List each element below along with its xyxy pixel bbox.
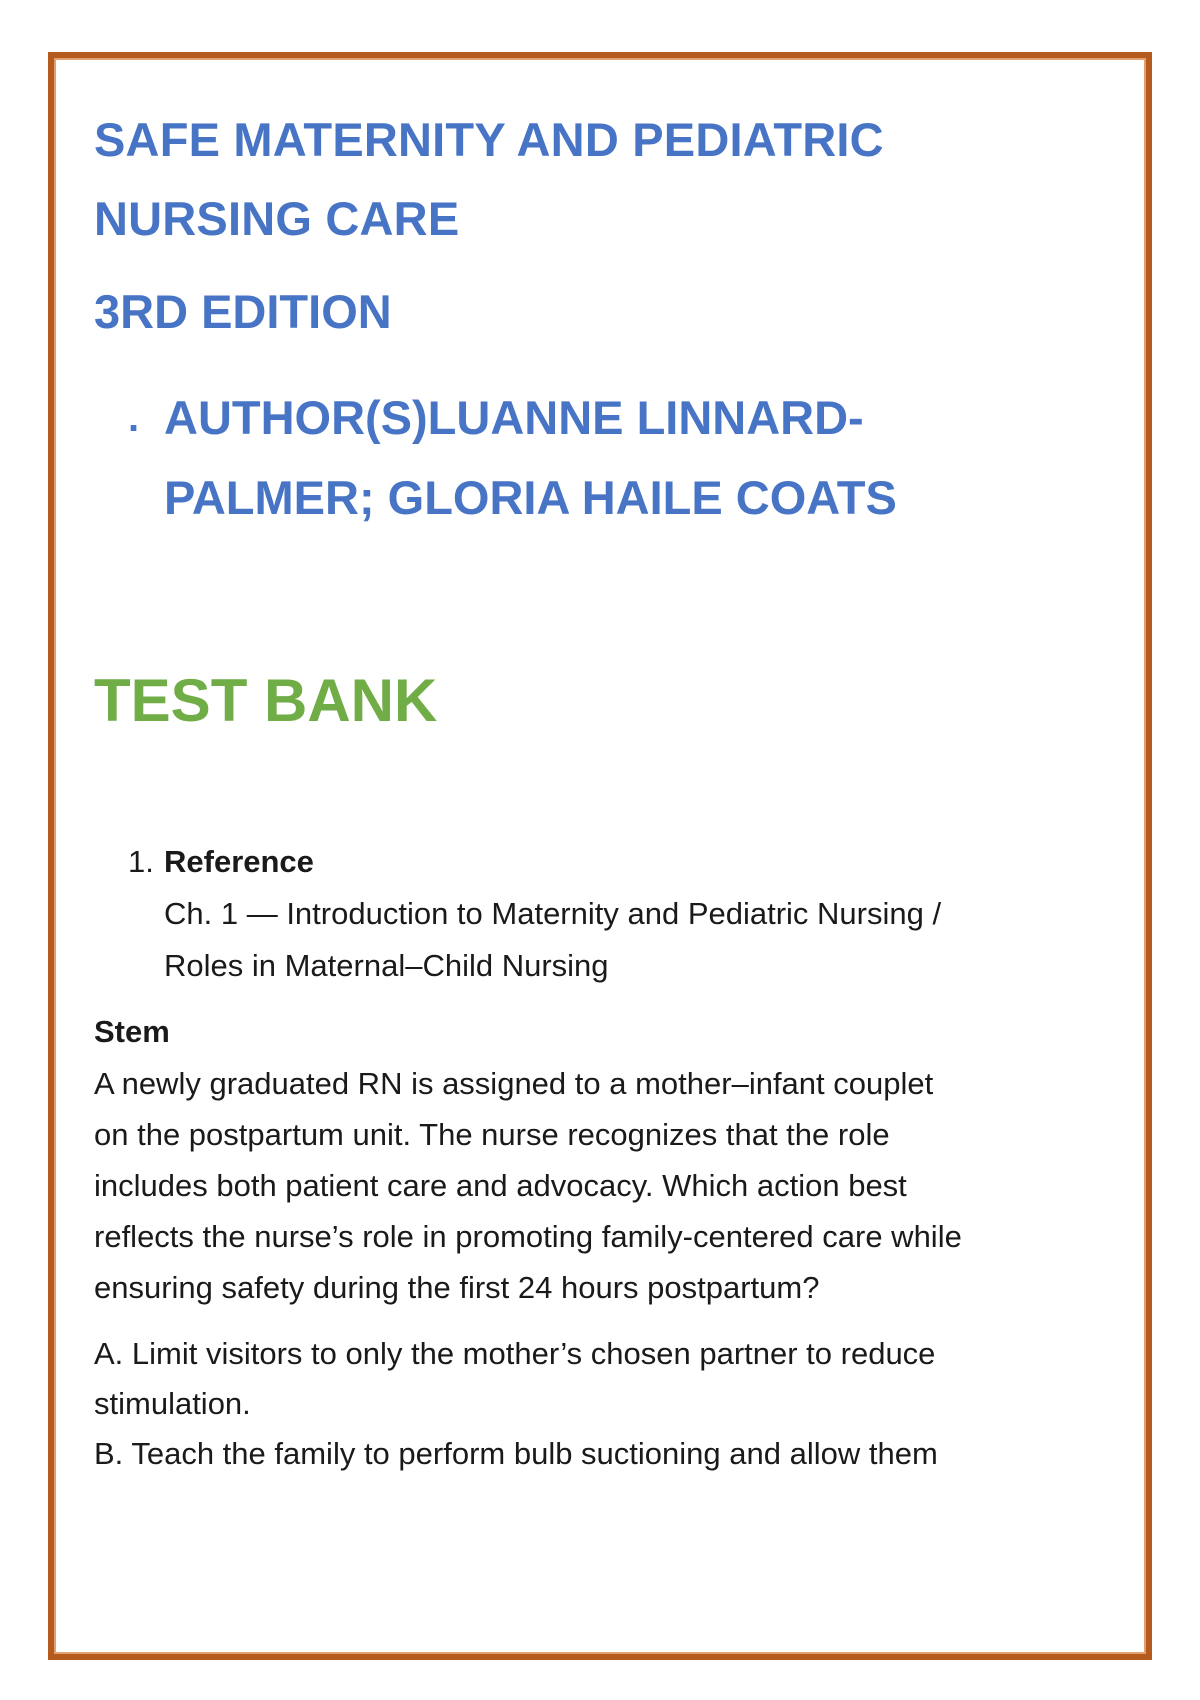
author-line-2: PALMER; GLORIA HAILE COATS: [164, 471, 897, 524]
document-content: [94, 100, 1014, 1479]
option-a-line-1: A. Limit visitors to only the mother’s chosen partner to reduce: [94, 1336, 936, 1371]
stem-line: reflects the nurse’s role in promoting family-centered care while: [94, 1219, 962, 1254]
stem-line: A newly graduated RN is assigned to a mother–infant couplet: [94, 1066, 934, 1101]
book-title-line-2: NURSING CARE: [94, 192, 460, 245]
stem-line: ensuring safety during the first 24 hours postpartum?: [94, 1270, 820, 1305]
reference-line-2: Roles in Maternal–Child Nursing: [164, 948, 609, 983]
stem-text: [94, 1058, 1014, 1313]
stem-line: on the postpartum unit. The nurse recognizes that the role: [94, 1117, 890, 1152]
book-title-line-1: SAFE MATERNITY AND PEDIATRIC: [94, 113, 884, 166]
section-heading: TEST BANK: [94, 667, 438, 734]
reference-label: Reference: [164, 844, 314, 879]
author-list-item: [94, 378, 1014, 538]
option-b-line-1: B. Teach the family to perform bulb suctioning and allow them: [94, 1436, 938, 1471]
book-title: [94, 100, 1014, 258]
author-line-1: AUTHOR(S)LUANNE LINNARD-: [164, 391, 864, 444]
option-a-line-2: stimulation.: [94, 1386, 251, 1421]
bullet-icon: .: [128, 396, 140, 440]
reference-number: 1.: [128, 844, 154, 879]
reference-line-1: Ch. 1 — Introduction to Maternity and Pediatric Nursing /: [164, 896, 942, 931]
reference-item: [94, 836, 1014, 992]
edition-label: 3RD EDITION: [94, 285, 392, 338]
answer-options: [94, 1329, 1014, 1479]
stem-line: includes both patient care and advocacy. Which action best: [94, 1168, 907, 1203]
stem-label: Stem: [94, 1014, 170, 1049]
